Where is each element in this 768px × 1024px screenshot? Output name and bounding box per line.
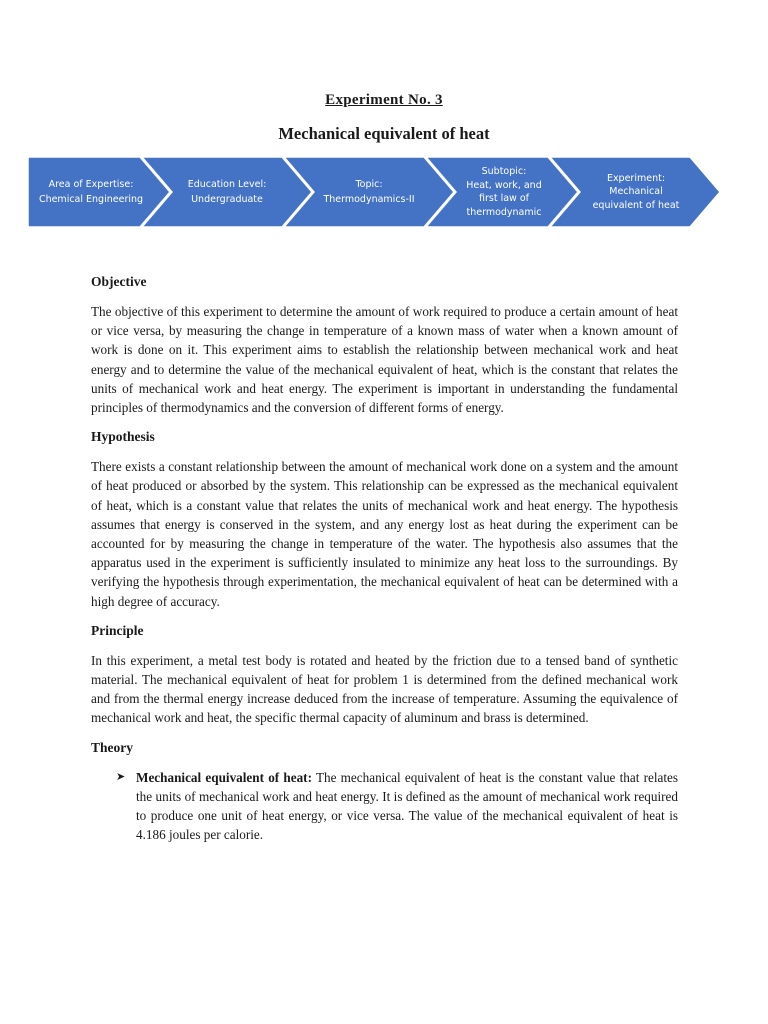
flow-step-1 — [32, 157, 150, 227]
arrowhead-bullet-icon: ➤ — [116, 770, 126, 783]
hypothesis-text: There exists a constant relationship between the amount of mechanical work done on a system and the amount of heat produced or absorbed by the system. This relationship can be expressed as the mechanical equivalent of heat, which is a constant value that relates the units of mechanical work and heat energy. The hypothesis assumes that energy is conserved in the system, and any energy lost as heat during the experiment can be accounted for by measuring the change in temperature of the water. The hypothesis also assumes that the apparatus used in the experiment is sufficiently insulated to minimize any heat loss to the surroundings. By verifying the hypothesis through experimentation, the mechanical equivalent of heat can be determined with a high degree of accuracy. — [91, 459, 678, 609]
principle-text: In this experiment, a metal test body is rotated and heated by the friction due to a tensed band of synthetic material. The mechanical equivalent of heat for problem 1 is determined from the defined mechanical work and from the thermal energy increase deduced from the increase of temperature. Assuming the equivalence of mechanical work and heat, the specific thermal capacity of aluminum and brass is determined. — [91, 652, 678, 726]
theory-bullet-description: The mechanical equivalent of heat is the constant value that relates the units of mechanical work and heat energy. It is defined as the amount of mechanical work required to produce one unit of heat energy, or vice versa. The value of the mechanical equivalent of heat is 4.186 joules per calorie. — [136, 769, 679, 843]
objective-text: The objective of this experiment to determine the amount of work required to produce a certain amount of heat or vice versa, by measuring the change in temperature of a known mass of water when a known amount of work is done on it. This experiment aims to establish the relationship between mechanical work and heat energy and to determine the value of the mechanical equivalent of heat, which is the constant that relates the units of mechanical work and heat energy. The experiment is important in understanding the fundamental principles of thermodynamics and the conversion of different forms of energy. — [91, 304, 678, 416]
hypothesis-heading: Hypothesis — [91, 429, 155, 445]
experiment-number: Experiment No. 3 — [325, 92, 443, 108]
principle-heading: Principle — [91, 622, 144, 638]
experiment-title: Mechanical equivalent of heat — [278, 124, 490, 143]
theory-bullet-text — [136, 768, 678, 845]
flow-step-5 — [584, 157, 688, 227]
flow-step-2 — [172, 157, 282, 227]
flow-step-4 — [458, 157, 550, 227]
document-body — [91, 272, 678, 844]
process-flow-diagram — [28, 157, 720, 227]
flow-step-4-label: Subtopic: Heat, work, and first law of thermodynamic — [466, 166, 542, 218]
flow-step-5-label: Experiment: Mechanical equivalent of heat — [592, 172, 680, 211]
theory-bullet-term: Mechanical equivalent of heat: — [136, 769, 312, 785]
theory-bullet-item — [116, 768, 678, 845]
objective-heading: Objective — [91, 274, 147, 289]
theory-heading: Theory — [91, 739, 133, 755]
flow-step-3-label: Topic: Thermodynamics-II — [323, 179, 415, 205]
flow-step-3 — [314, 157, 424, 227]
flow-step-1-label: Area of Expertise: Chemical Engineering — [38, 179, 144, 205]
flow-step-2-label: Education Level: Undergraduate — [187, 179, 267, 205]
